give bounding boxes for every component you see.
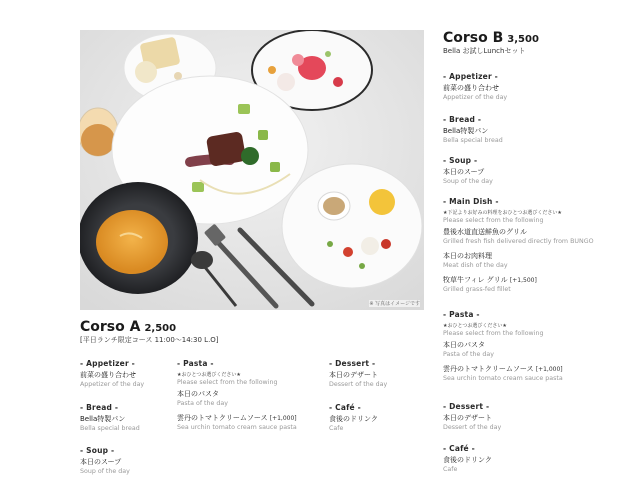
menu-item [443,251,594,269]
item-jp: 牧草牛フィレ グリル [443,276,508,284]
corso-a-cafe [329,403,378,432]
item-en: Bella special bread [443,137,503,144]
corso-b-soup [443,156,493,185]
section-heading: - Main Dish - [443,197,499,206]
item-jp: 食後のドリンク [443,456,492,464]
corso-a-name: Corso A [80,319,141,335]
item-jp: 本日のパスタ [443,341,485,349]
corso-a-subtitle: [平日ランチ限定コース 11:00～14:30 L.O] [80,336,219,344]
item-en: Dessert of the day [443,424,502,431]
item-en: Appetizer of the day [80,381,145,388]
corso-b-pasta [443,310,563,382]
item-jp: 本日のデザート [329,371,378,379]
select-note-en: Please select from the following [443,330,544,337]
select-note-en: Please select from the following [443,217,544,224]
corso-b-price: 3,500 [507,34,539,45]
item-jp: 本日のパスタ [177,390,219,398]
photo-note: ※ 写真はイメージです [369,301,420,307]
item-en: Pasta of the day [443,351,494,358]
item-jp: 本日のお肉料理 [443,252,492,260]
corso-a-dessert [329,359,387,388]
corso-a-title [80,316,176,335]
item-jp: 豊後水道直送鮮魚のグリル [443,228,527,236]
corso-a-soup [80,446,130,475]
section-heading: - Appetizer - [80,359,135,368]
select-note-en: Please select from the following [177,379,278,386]
menu-item [443,364,563,382]
corso-b-dessert [443,402,501,431]
section-heading: - Bread - [80,403,119,412]
item-en: Bella special bread [80,425,140,432]
item-en: Sea urchin tomato cream sauce pasta [177,424,297,431]
item-jp: 前菜の盛り合わせ [443,84,499,92]
item-en: Grilled fresh fish delivered directly from BUNGO [443,238,594,245]
price-extra: [+1,000] [535,366,563,373]
corso-a-appetizer [80,359,144,388]
item-en: Soup of the day [80,468,130,475]
corso-a-pasta [177,359,297,431]
item-en: Soup of the day [443,178,493,185]
corso-b-appetizer [443,72,507,101]
item-jp: Bella特製パン [443,127,489,135]
menu-item [443,275,594,293]
item-en: Grilled grass-fed fillet [443,286,511,293]
menu-item [443,340,563,358]
select-note: ★おひとつお選びください★ [177,372,241,378]
item-en: Pasta of the day [177,400,228,407]
food-photo-illustration [80,30,424,310]
select-note: ★おひとつお選びください★ [443,323,507,329]
section-heading: - Appetizer - [443,72,498,81]
item-jp: 食後のドリンク [329,415,378,423]
corso-b-subtitle: Bella お試しLunchセット [443,47,526,55]
item-en: Meat dish of the day [443,262,508,269]
menu-item [177,389,297,407]
section-heading: - Bread - [443,115,482,124]
section-heading: - Pasta - [177,359,214,368]
select-note: ★下記よりお好みの料理をおひとつお選びください★ [443,210,562,216]
corso-b-bread [443,115,503,144]
section-heading: - Soup - [443,156,478,165]
price-extra: [+1,000] [269,415,297,422]
corso-a-bread [80,403,140,432]
corso-b-title [443,27,539,46]
item-jp: 本日のスープ [443,168,485,176]
corso-b-name: Corso B [443,30,504,46]
item-jp: 本日のスープ [80,458,122,466]
item-en: Sea urchin tomato cream sauce pasta [443,375,563,382]
item-jp: 雲丹のトマトクリームソース [177,414,268,422]
item-jp: 前菜の盛り合わせ [80,371,136,379]
item-en: Dessert of the day [329,381,388,388]
item-en: Appetizer of the day [443,94,508,101]
price-extra: [+1,500] [509,277,537,284]
section-heading: - Café - [329,403,361,412]
corso-a-price: 2,500 [144,323,177,334]
section-heading: - Soup - [80,446,115,455]
section-heading: - Dessert - [443,402,490,411]
menu-item [443,227,594,245]
section-heading: - Café - [443,444,475,453]
item-jp: 本日のデザート [443,414,492,422]
item-en: Cafe [329,425,344,432]
section-heading: - Dessert - [329,359,376,368]
item-en: Cafe [443,466,458,473]
item-jp: 雲丹のトマトクリームソース [443,365,534,373]
food-photo [80,30,424,310]
item-jp: Bella特製パン [80,415,126,423]
corso-b-cafe [443,444,492,473]
section-heading: - Pasta - [443,310,480,319]
corso-b-main-dish [443,197,594,293]
menu-item [177,413,297,431]
